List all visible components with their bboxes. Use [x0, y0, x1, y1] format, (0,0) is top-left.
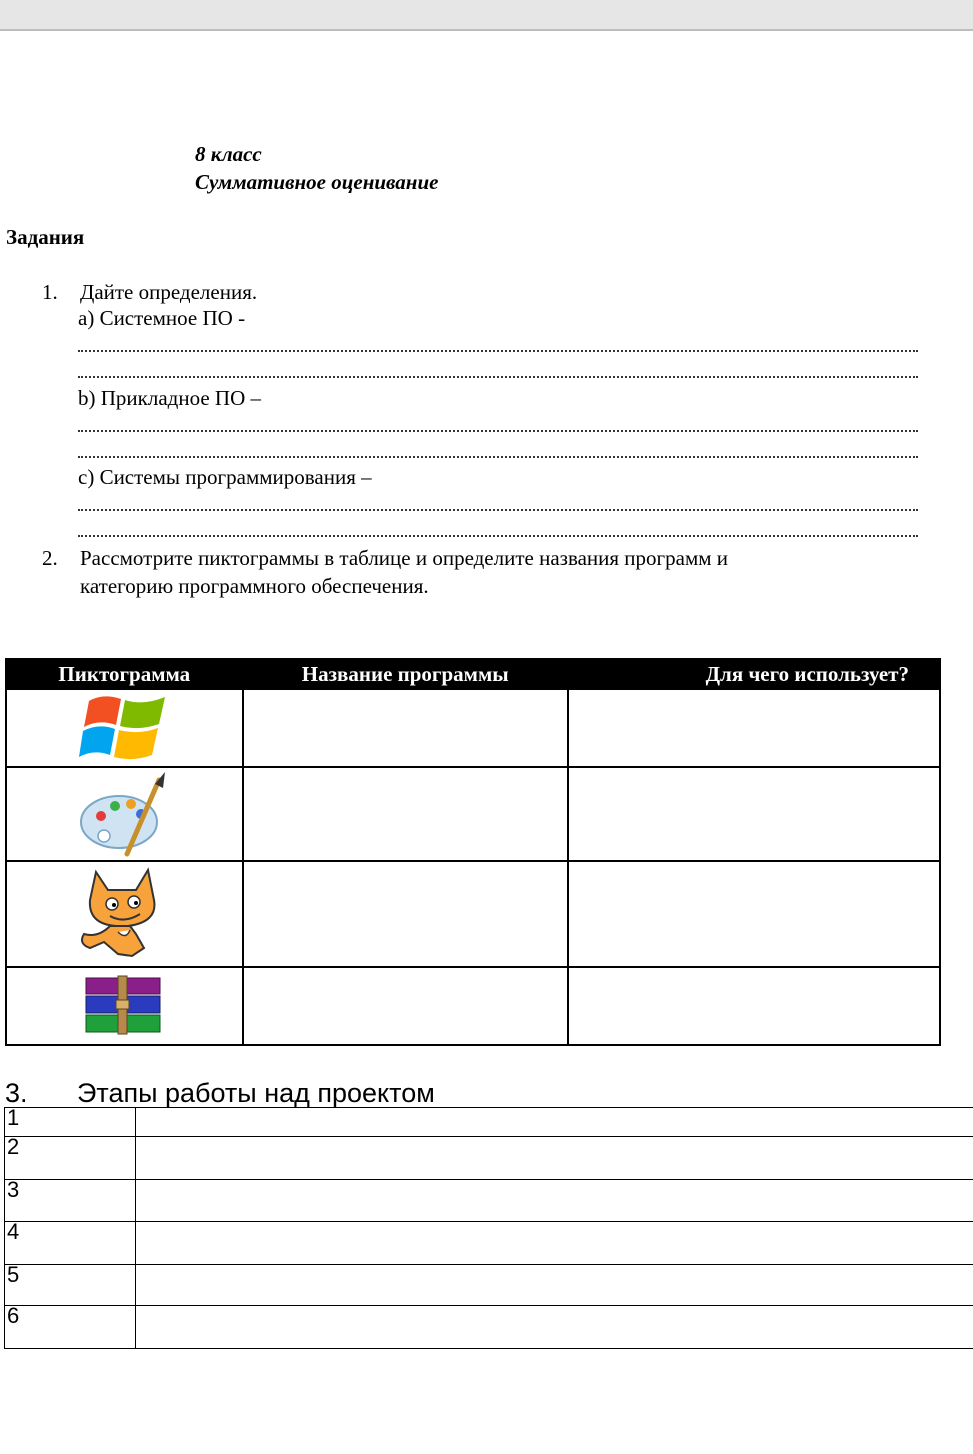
paint-palette-icon	[79, 770, 169, 858]
table-header-row	[6, 659, 940, 689]
table-row	[5, 1137, 973, 1180]
stage-description-cell[interactable]	[136, 1108, 973, 1137]
scratch-cat-icon	[74, 864, 174, 964]
answer-line	[78, 509, 918, 511]
stage-description-cell[interactable]	[136, 1180, 973, 1222]
table-row	[5, 1265, 973, 1306]
task2-line2: категорию программного обеспечения.	[80, 574, 429, 598]
task2-line1: Рассмотрите пиктограммы в таблице и определите названия программ и	[80, 546, 729, 570]
stage-number: 6	[5, 1306, 136, 1349]
table-row	[6, 689, 940, 767]
stage-number: 4	[5, 1222, 136, 1265]
task3-title: Этапы работы над проектом	[77, 1078, 435, 1108]
table-row	[6, 861, 940, 967]
program-name-cell[interactable]	[243, 967, 568, 1045]
table-row	[5, 1180, 973, 1222]
purpose-cell[interactable]	[568, 767, 940, 861]
table-row	[6, 967, 940, 1045]
answer-line	[78, 350, 918, 352]
task1-item-c: c) Системы программирования –	[78, 465, 372, 489]
stage-number: 1	[5, 1108, 136, 1137]
purpose-cell[interactable]	[568, 967, 940, 1045]
winrar-archive-icon	[82, 974, 166, 1038]
task1-number: 1.	[42, 280, 58, 304]
stage-number: 2	[5, 1137, 136, 1180]
stage-number: 3	[5, 1180, 136, 1222]
table-row	[6, 767, 940, 861]
table-row	[5, 1108, 973, 1137]
answer-line	[78, 430, 918, 432]
purpose-cell[interactable]	[568, 689, 940, 767]
column-header-pictogram: Пиктограмма	[6, 659, 243, 689]
icon-cell	[6, 689, 243, 767]
grade-label: 8 класс	[195, 142, 262, 166]
section-title: Задания	[6, 225, 85, 249]
stage-description-cell[interactable]	[136, 1306, 973, 1349]
windows-logo-icon	[79, 691, 169, 765]
icon-cell	[6, 861, 243, 967]
answer-line	[78, 456, 918, 458]
pictogram-table	[5, 658, 941, 1046]
icon-cell	[6, 767, 243, 861]
stage-description-cell[interactable]	[136, 1222, 973, 1265]
task1-item-a: a) Системное ПО -	[78, 306, 246, 330]
viewer-top-bar	[0, 0, 973, 31]
task1-text: Дайте определения.	[80, 280, 258, 304]
table-row	[5, 1306, 973, 1349]
answer-line	[78, 535, 918, 537]
task3-number: 3.	[5, 1078, 28, 1108]
stage-description-cell[interactable]	[136, 1137, 973, 1180]
task2-number: 2.	[42, 546, 58, 570]
program-name-cell[interactable]	[243, 861, 568, 967]
purpose-cell[interactable]	[568, 861, 940, 967]
icon-cell	[6, 967, 243, 1045]
stage-description-cell[interactable]	[136, 1265, 973, 1306]
column-header-program-name: Название программы	[243, 659, 568, 689]
assessment-title: Суммативное оценивание	[195, 170, 439, 194]
table-row	[5, 1222, 973, 1265]
column-header-purpose: Для чего использует?	[568, 659, 940, 689]
task1-item-b: b) Прикладное ПО –	[78, 386, 261, 410]
program-name-cell[interactable]	[243, 689, 568, 767]
answer-line	[78, 376, 918, 378]
project-stages-table	[4, 1107, 973, 1349]
task3-heading	[5, 1078, 435, 1109]
stage-number: 5	[5, 1265, 136, 1306]
program-name-cell[interactable]	[243, 767, 568, 861]
